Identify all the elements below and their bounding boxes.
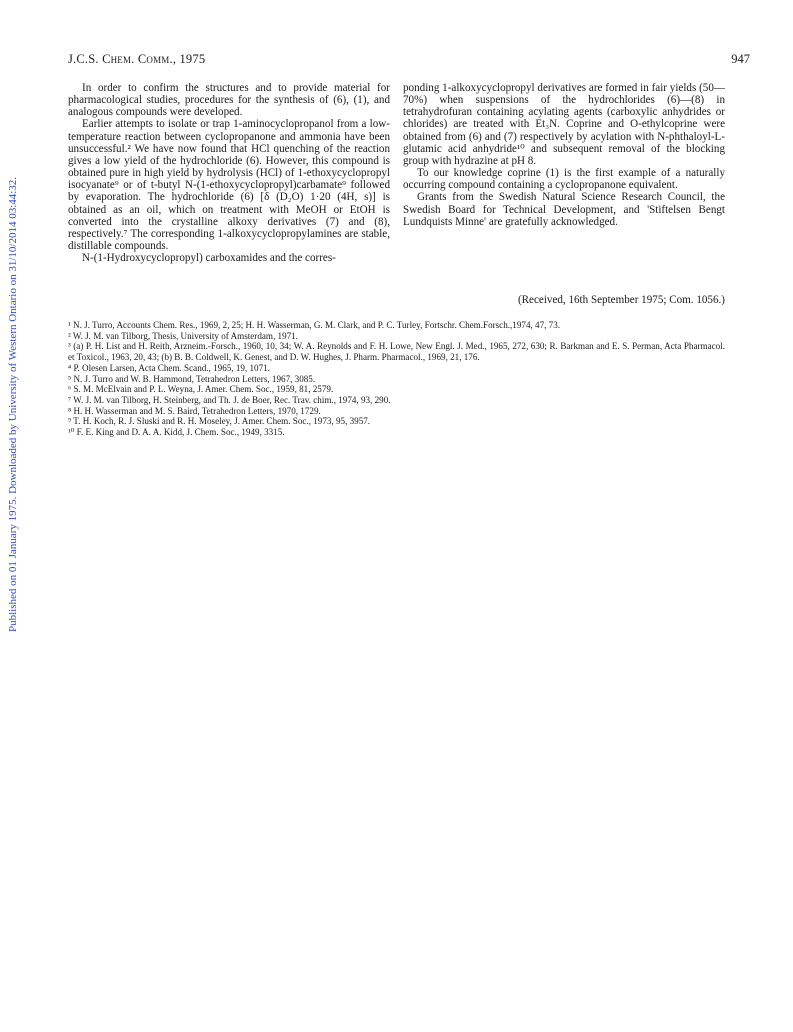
paragraph: Earlier attempts to isolate or trap 1-aminocyclopropanol from a low-temperature reaction between cyclopropanone and ammonia have been unsuccessful.² We have now found that HCl quenching of the reaction gives a low yield of the hydrochloride (6). However, this compound is obtained pure in high yield by hydrolysis (HCl) of 1-ethoxycyclopropyl isocyanate⁹ or of t-butyl N-(1-ethoxycyclopropyl)carbamate⁹ followed by evaporation. The hydrochloride (6) [δ (D₂O) 1·20 (4H, s)] is obtained as an oil, which on treatment with MeOH or EtOH is converted into the crystalline alkoxy derivatives (7) and (8), respectively.⁷ The corresponding 1-alkoxycyclopropylamines are stable, distillable compounds. (68, 118, 390, 253)
reference-item: ⁵ N. J. Turro and W. B. Hammond, Tetrahedron Letters, 1967, 3085. (68, 373, 316, 384)
reference-item: ² W. J. M. van Tilborg, Thesis, University of Amsterdam, 1971. (68, 330, 298, 341)
paragraph: Grants from the Swedish Natural Science Research Council, the Swedish Board for Technical Development, and 'Stiftelsen Bengt Lundquists Minne' are gratefully acknowledged. (403, 191, 725, 228)
reference-item: ³ (a) P. H. List and H. Reith, Arzneim.-Forsch., 1960, 10, 34; W. A. Reynolds and F. H. Lowe, New Engl. J. Med., 1965, 272, 630; R. Barkman and E. S. Perman, Acta Pharmacol. et Toxicol., 1963, 20, 43; (b) B. B. Coldwell, K. Genest, and D. W. Hughes, J. Pharm. Pharmacol., 1969, 21, 176. (68, 341, 725, 363)
reference-item: ⁴ P. Olesen Larsen, Acta Chem. Scand., 1965, 19, 1071. (68, 362, 270, 373)
running-header: J.C.S. Chem. Comm., 1975 (68, 52, 206, 66)
paragraph: ponding 1-alkoxycyclopropyl derivatives are formed in fair yields (50—70%) when suspensions of the hydrochlorides (6)—(8) in tetrahydrofuran containing acylating agents (carboxylic anhydrides or chlorides) are treated with Et₃N. Coprine and O-ethylcoprine were obtained from (6) and (7) respectively by acylation with N-phthaloyl-L-glutamic acid anhydride¹⁰ and subsequent removal of the blocking group with hydrazine at pH 8. (403, 82, 725, 167)
right-column (403, 82, 725, 228)
reference-item: ⁸ H. H. Wasserman and M. S. Baird, Tetrahedron Letters, 1970, 1729. (68, 405, 321, 416)
reference-item: ¹ N. J. Turro, Accounts Chem. Res., 1969, 2, 25; H. H. Wasserman, G. M. Clark, and P. C. Turley, Fortschr. Chem.Forsch.,1974, 47, 73. (68, 320, 561, 330)
references-list (68, 320, 725, 438)
journal-year: 1975 (179, 52, 206, 66)
download-notice-link[interactable]: Published on 01 January 1975. Downloaded by University of Western Ontario on 31/10/2014 03:44:32. (7, 176, 19, 632)
paragraph: N-(1-Hydroxycyclopropyl) carboxamides and the corres- (82, 252, 336, 265)
journal-prefix: J.C.S. (68, 52, 99, 66)
reference-item: ⁷ W. J. M. van Tilborg, H. Steinberg, and Th. J. de Boer, Rec. Trav. chim., 1974, 93, 290. (68, 394, 391, 405)
reference-item: ¹⁰ F. E. King and D. A. A. Kidd, J. Chem. Soc., 1949, 3315. (68, 427, 285, 438)
reference-item: ⁶ S. M. McElvain and P. L. Weyna, J. Amer. Chem. Soc., 1959, 81, 2579. (68, 384, 334, 395)
received-line: (Received, 16th September 1975; Com. 1056.) (517, 294, 725, 306)
journal-name: Chem. Comm. (102, 52, 173, 66)
page-number: 947 (731, 52, 750, 66)
paragraph: To our knowledge coprine (1) is the first example of a naturally occurring compound containing a cyclopropanone equivalent. (403, 167, 725, 192)
reference-item: ⁹ T. H. Koch, R. J. Sluski and R. H. Moseley, J. Amer. Chem. Soc., 1973, 95, 3957. (68, 416, 371, 427)
paragraph: In order to confirm the structures and to provide material for pharmacological studies, procedures for the synthesis of (6), (1), and analogous compounds were developed. (68, 82, 390, 119)
left-column (68, 82, 390, 264)
